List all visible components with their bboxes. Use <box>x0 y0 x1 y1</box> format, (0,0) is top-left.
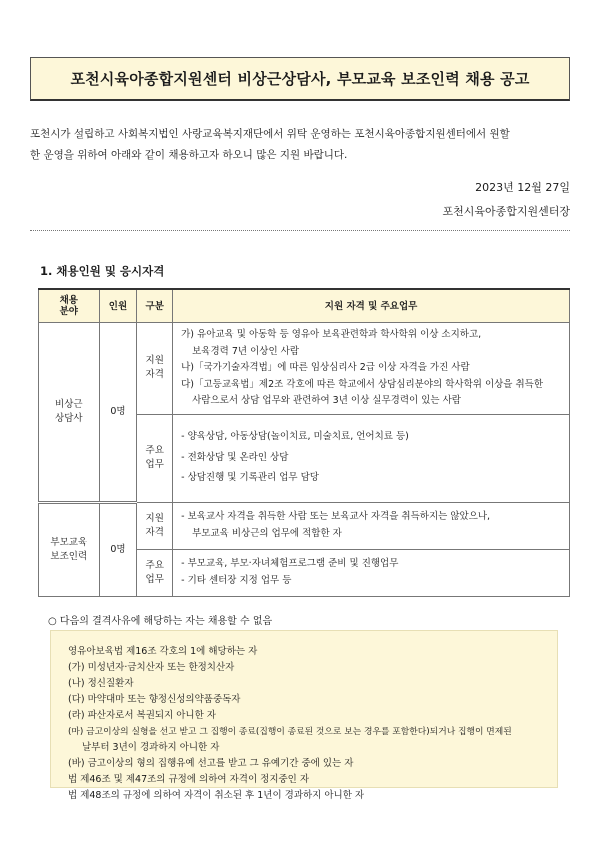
count-cell: 0명 <box>99 502 137 596</box>
qual-item: 보육경력 7년 이상인 사람 <box>192 345 299 357</box>
duty-item: - 양육상담, 아동상담(놀이치료, 미술치료, 언어치료 등) <box>181 431 409 443</box>
header-detail: 지원 자격 및 주요업무 <box>173 289 570 323</box>
count-cell: 0명 <box>99 323 137 503</box>
duty-content-cell <box>173 414 570 502</box>
field-cell: 부모교육 보조인력 <box>39 502 100 596</box>
title-box <box>30 57 570 101</box>
duty-item: - 전화상담 및 온라인 상담 <box>181 451 289 463</box>
list-item: (가) 미성년자·금치산자 또는 한정치산자 <box>68 662 235 673</box>
qual-label-cell: 지원 자격 <box>137 323 173 415</box>
duty-content-cell <box>173 549 570 596</box>
list-item: (마) 금고이상의 실형을 선고 받고 그 집행이 종료(집행이 종료된 것으로 보는 경우를 포함한다)되거나 집행이 면제된 <box>68 727 512 737</box>
qual-item: 다)「고등교육법」제2조 각호에 따른 학교에서 상담심리분야의 학사학위 이상을 취득한 <box>181 378 544 390</box>
list-item: 법 제48조의 규정에 의하여 자격이 취소된 후 1년이 경과하지 아니한 자 <box>68 790 365 801</box>
header-field: 채용 분야 <box>39 289 100 323</box>
list-item: 날부터 3년이 경과하지 아니한 자 <box>82 742 220 753</box>
recruitment-table <box>38 288 570 597</box>
duty-label-cell: 주요 업무 <box>137 414 173 502</box>
duty-item: - 상담진행 및 기록관리 업무 담당 <box>181 472 319 484</box>
header-count: 인원 <box>99 289 137 323</box>
field-cell: 비상근 상담사 <box>39 323 100 503</box>
organization-name: 포천시육아종합지원센터장 <box>442 205 570 218</box>
qual-item: 나)「국가기술자격법」에 따른 임상심리사 2급 이상 자격을 가진 사람 <box>181 362 470 373</box>
duty-item: - 부모교육, 부모·자녀체험프로그램 준비 및 진행업무 <box>181 558 399 569</box>
list-item: (라) 파산자로서 복권되지 아니한 자 <box>68 710 216 721</box>
duty-label-cell: 주요 업무 <box>137 549 173 596</box>
list-item: 영유아보육법 제16조 각호의 1에 해당하는 자 <box>68 646 258 657</box>
qual-content-cell <box>173 502 570 549</box>
table-header-row <box>39 289 570 323</box>
page-title: 포천시육아종합지원센터 비상근상담사, 부모교육 보조인력 채용 공고 <box>70 70 530 88</box>
intro-line: 포천시가 설립하고 사회복지법인 사랑교육복지재단에서 위탁 운영하는 포천시육아종합지원센터에서 원할 <box>30 128 510 140</box>
qual-item: 부모교육 비상근의 업무에 적합한 자 <box>192 527 342 539</box>
header-type: 구분 <box>137 289 173 323</box>
qual-content-cell <box>173 323 570 415</box>
qual-item: 사람으로서 상담 업무와 관련하여 3년 이상 실무경력이 있는 사람 <box>192 395 461 406</box>
table-row <box>39 323 570 415</box>
list-item: (바) 금고이상의 형의 집행유예 선고를 받고 그 유예기간 중에 있는 자 <box>68 758 354 769</box>
section-title: 1. 채용인원 및 응시자격 <box>40 264 165 278</box>
disqualification-notice: ○ 다음의 결격사유에 해당하는 자는 채용할 수 없음 <box>48 616 273 627</box>
intro-line: 한 운영을 위하여 아래와 같이 채용하고자 하오니 많은 지원 바랍니다. <box>30 149 348 161</box>
intro-paragraph <box>30 124 570 166</box>
list-item: 법 제46조 및 제47조의 규정에 의하여 자격이 정지중인 자 <box>68 774 310 785</box>
qual-item: 가) 유아교육 및 아동학 등 영유아 보육관련학과 학사학위 이상 소지하고, <box>181 329 482 340</box>
duty-item: - 기타 센터장 지정 업무 등 <box>181 574 292 586</box>
list-item: (나) 정신질환자 <box>68 678 134 689</box>
qual-label-cell: 지원 자격 <box>137 502 173 549</box>
table-row <box>39 502 570 549</box>
qual-item: - 보육교사 자격을 취득한 사람 또는 보육교사 자격을 취득하지는 않았으나, <box>181 511 491 522</box>
list-item: (다) 마약대마 또는 향정신성의약품중독자 <box>68 694 241 705</box>
announcement-date: 2023년 12월 27일 <box>475 181 570 194</box>
divider <box>30 230 570 231</box>
disqualification-box <box>50 630 558 801</box>
